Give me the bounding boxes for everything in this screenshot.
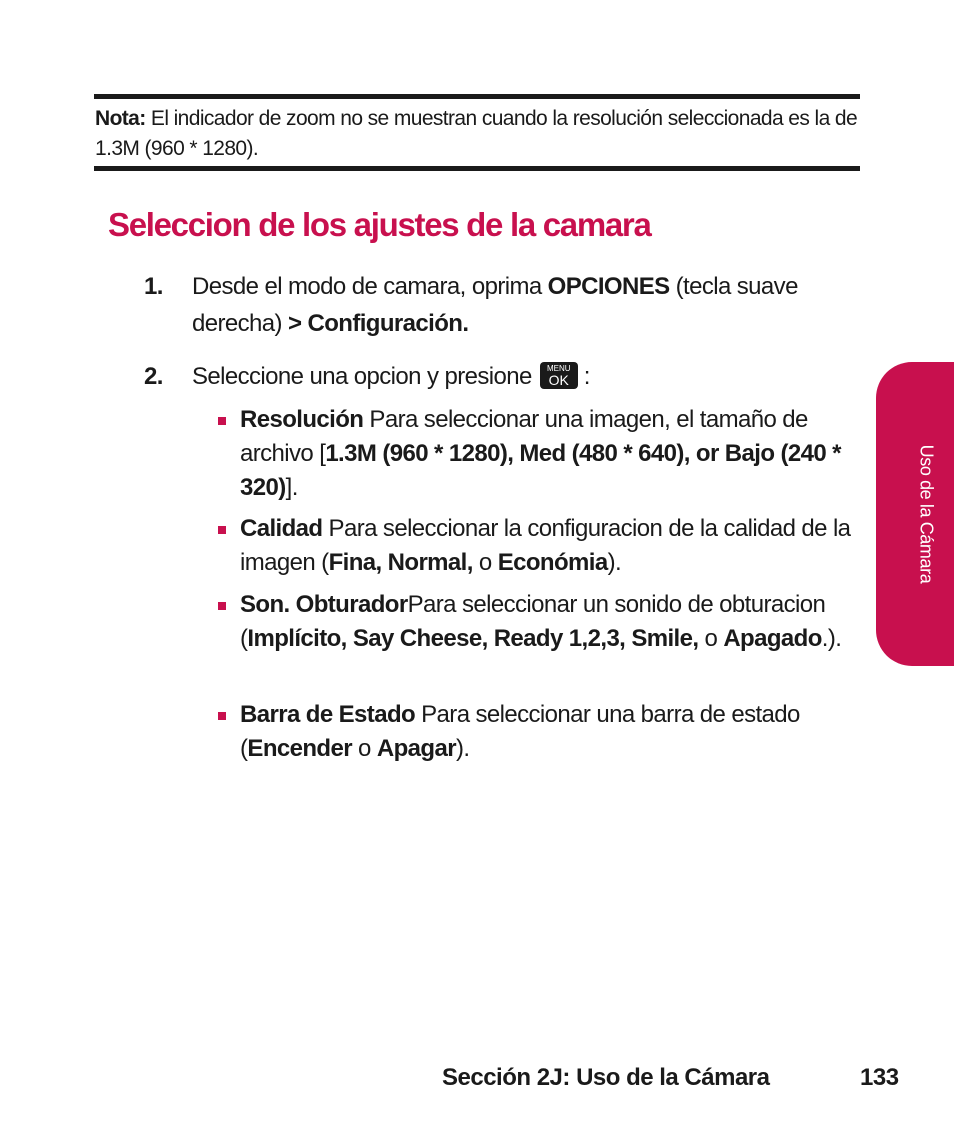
page-number: 133 [860, 1064, 899, 1091]
step-1-text-b: (tecla suave derecha) [192, 273, 798, 337]
option-values: 1.3M (960 * 1280), Med (480 * 640), or Bajo (240 * 320) [240, 440, 841, 501]
opciones-key-label: OPCIONES [547, 273, 670, 300]
step-text [192, 268, 832, 342]
step-2-text-b: : [583, 363, 590, 390]
option-text-or: o [472, 549, 498, 576]
configuracion-label: Configuración. [301, 310, 469, 337]
option-text-or: o [351, 735, 377, 762]
side-tab-label: Uso de la Cámara [916, 444, 937, 584]
option-calidad [240, 512, 860, 580]
option-text: Para seleccionar una barra de estado ( [240, 701, 800, 762]
section-title: Seleccion de los ajustes de la camara [108, 206, 651, 243]
option-label: Son. Obturador [240, 591, 408, 618]
option-value-last: Apagado [723, 625, 822, 652]
option-text-end: ). [455, 735, 470, 762]
option-values: Fina, Normal, [328, 549, 473, 576]
option-label: Calidad [240, 515, 323, 542]
note-text: El indicador de zoom no se muestran cuando la resolución seleccionada es la de 1.3M (960 * 1280). [95, 107, 858, 160]
step-1-text-a: Desde el modo de camara, oprima [192, 273, 548, 300]
option-values: Encender [247, 735, 352, 762]
option-text: Para seleccionar la configuracion de la calidad de la imagen ( [240, 515, 851, 576]
note-label: Nota: [95, 107, 146, 130]
option-label: Resolución [240, 406, 364, 433]
step-number: 2. [144, 363, 163, 390]
bullet-square-icon [218, 712, 226, 720]
chevron-right-icon: > [288, 310, 302, 337]
bullet-square-icon [218, 526, 226, 534]
menu-ok-key-icon [540, 362, 578, 389]
option-obturador [240, 588, 860, 656]
option-values: Implícito, Say Cheese, Ready 1,2,3, Smile, [247, 625, 699, 652]
option-text: Para seleccionar una imagen, el tamaño de archivo [ [240, 406, 808, 467]
option-text-end: .). [821, 625, 842, 652]
note-box [94, 94, 860, 171]
menu-key-top-label: MENU [546, 364, 571, 374]
option-text-end: ). [607, 549, 622, 576]
option-value-last: Económia [497, 549, 608, 576]
option-resolucion [240, 403, 860, 505]
bullet-square-icon [218, 602, 226, 610]
step-2-text-a: Seleccione una opcion y presione [192, 363, 532, 390]
option-barra-estado [240, 698, 860, 766]
option-label: Barra de Estado [240, 701, 416, 728]
step-text [192, 358, 832, 395]
menu-key-main-label: OK [548, 372, 569, 389]
option-text-or: o [698, 625, 724, 652]
option-value-last: Apagar [376, 735, 456, 762]
step-number: 1. [144, 273, 163, 300]
option-text-end: ]. [285, 474, 298, 501]
option-text: Para seleccionar un sonido de obturacion ( [240, 591, 826, 652]
bullet-square-icon [218, 417, 226, 425]
footer-section-title: Sección 2J: Uso de la Cámara [442, 1064, 770, 1091]
